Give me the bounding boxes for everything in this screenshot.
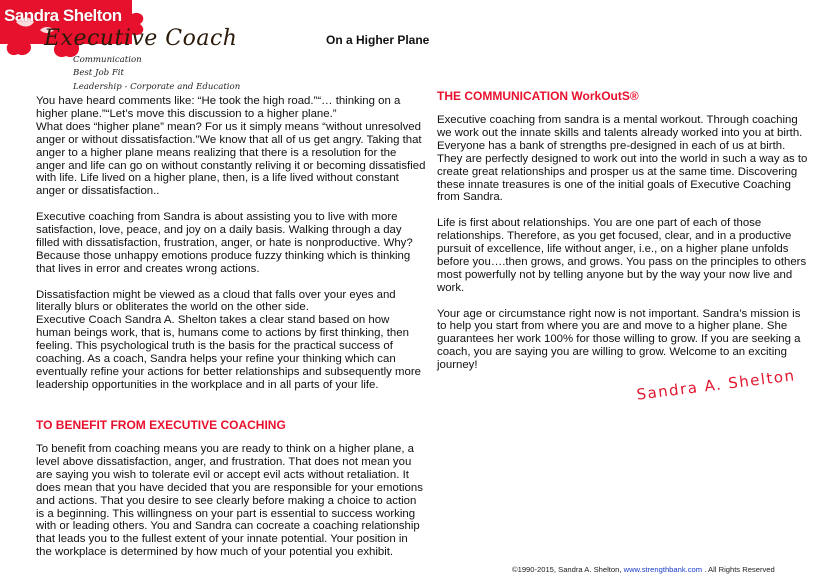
benefit-heading: TO BENEFIT FROM EXECUTIVE COACHING [36, 418, 286, 432]
page-title: On a Higher Plane [326, 33, 430, 47]
higher-plane-paragraph: What does “higher plane” mean? For us it simply means “without unresolved anger or without dissatisfaction.”We know that all of us get angry. Taking that anger to a higher plane means realizing that there is a resolution for the anger and life can go on without constantly reliving it or becoming dissatisfied with life. Life lived on a higher plane, then, is a life lived without constant anger or dissatisfaction.. [36, 120, 426, 198]
relationships-paragraph: Life is first about relationships. You are one part of each of those relationships. Therefore, as you get focused, clear, and in a productive pursuit of excellence, life without anger, i.e., on a higher plane unfolds before you….then grows, and grows. You pass on the principles to others most powerfully not by telling anyone but by the way your now live and work. [437, 217, 807, 294]
left-column [36, 95, 426, 392]
website-link[interactable]: www.strengthbank.com [623, 565, 703, 574]
signature: Sandra A. Shelton [635, 366, 797, 404]
right-column [437, 114, 809, 372]
workouts-heading: THE COMMUNICATION WorkOutS® [437, 89, 639, 103]
logo [0, 0, 250, 96]
benefit-section [36, 443, 426, 559]
rights-text: . All Rights Reserved [704, 565, 775, 574]
tagline-communication: Communication [73, 55, 142, 65]
dissatisfaction-paragraph: Dissatisfaction might be viewed as a cloud that falls over your eyes and literally blurs or obliterates the world on the other side. [36, 288, 396, 314]
mission-paragraph: Your age or circumstance right now is not important. Sandra’s mission is to help you start from where you are and move to a higher plane. She guarantees her work 100% for those willing to grow. If you are seeking a coach, you are saying you are willing to grow. Welcome to an exciting journey! [437, 307, 801, 372]
brand-title: Executive Coach [44, 26, 238, 51]
tagline-leadership: Leadership - Corporate and Education [73, 82, 241, 92]
copyright-text: ©1990-2015, Sandra A. Shelton, [512, 565, 622, 574]
tagline-best-job-fit: Best Job Fit [73, 68, 125, 78]
footer [512, 565, 775, 574]
mental-workout-paragraph: Executive coaching from sandra is a mental workout. Through coaching we work out the innate skills and talents already worked into you at birth. Everyone has a bank of strengths pre-designed in each of us at birth. They are perfectly designed to work out into the world in such a way as to create great relationships and prosper us at the same time. Discovering these innate treasures is one of the initial goals of Executive Coaching from Sandra. [437, 114, 808, 204]
brand-name: Sandra Shelton [4, 6, 122, 25]
benefit-paragraph: To benefit from coaching means you are ready to think on a higher plane, a level above dissatisfaction, anger, and frustration. That does not mean you are saying you wish to tolerate evil or accept evil acts without retaliation. It does mean that you have decided that you are responsible for your emotions and actions. That you desire to see clearly before making a choice to action is a beginning. This willingness on your part is essential to success working with or leading others. You and Sandra can cocreate a coaching relationship that leads you to the fullest extent of your innate potential. Your position in the workplace is determined by how much of your potential you exhibit. [36, 443, 423, 559]
coaching-paragraph: Executive coaching from Sandra is about assisting you to live with more satisfaction, love, peace, and joy on a daily basis. Walking through a day filled with dissatisfaction, frustration, anger, or hate is nonproductive. Why? Because those unhappy emotions produce fuzzy thinking which is thinking that lives in error and creates wrong actions. [36, 211, 413, 275]
stand-paragraph: Executive Coach Sandra A. Shelton takes a clear stand based on how human beings work, that is, humans come to actions by first thinking, then feeling. This psychological truth is the basis for the practical success of coaching. As a coach, Sandra helps your refine your thinking which can eventually refine your actions for better relationships and subsequently more leadership opportunities in the workplace and in all parts of your life. [36, 314, 421, 391]
intro-paragraph: You have heard comments like: “He took the high road.”“… thinking on a higher plane.”“Let’s move this discussion to a higher plane.” [36, 95, 401, 120]
